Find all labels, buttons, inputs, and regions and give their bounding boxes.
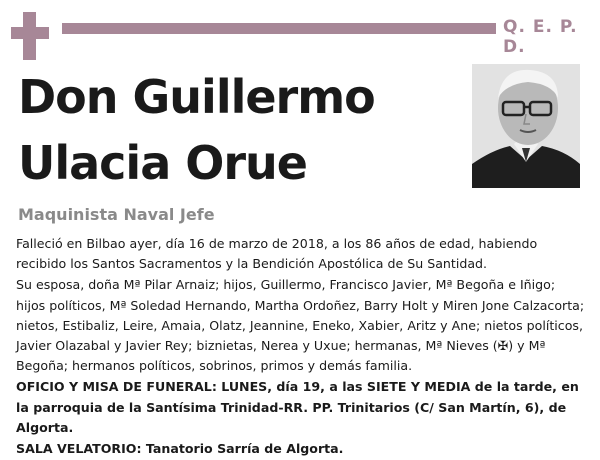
funeral-info: OFICIO Y MISA DE FUNERAL: LUNES, día 19, a las SIETE Y MEDIA de la tarde, en la parroquia de la Santísima Trinidad-RR. PP. Trinitarios (C/ San Martín, 6), de Algorta. <box>16 379 579 435</box>
cross-icon <box>11 12 49 60</box>
name-line-2: Ulacia Orue <box>18 136 307 190</box>
profession: Maquinista Naval Jefe <box>18 205 215 224</box>
death-notice: Falleció en Bilbao ayer, día 16 de marzo de 2018, a los 86 años de edad, habiendo recibido los Santos Sacramentos y la Bendición Apostólica de Su Santidad. <box>16 236 538 272</box>
wake-info: SALA VELATORIO: Tanatorio Sarría de Algorta. <box>16 441 344 457</box>
qepd-label: Q. E. P. D. <box>503 17 578 57</box>
obituary-body <box>16 234 586 460</box>
name-line-1: Don Guillermo <box>18 70 375 124</box>
portrait-photo <box>472 64 580 188</box>
family-list: Su esposa, doña Mª Pilar Arnaiz; hijos, Guillermo, Francisco Javier, Mª Begoña e Iñigo; hijos políticos, Mª Soledad Hernando, Martha Ordoñez, Barry Holt y Miren Jone Calzacorta; nietos, Estibaliz, Leire, Amaia, Olatz, Jeannine, Eneko, Xabier, Aritz y Ane; nietos políticos, Javier Olazabal y Javier Rey; biznietas, Nerea y Uxue; hermanas, Mª Nieves (✠) y Mª Begoña; hermanos políticos, sobrinos, primos y demás familia. <box>16 277 585 374</box>
header-rule <box>62 23 496 34</box>
portrait-icon <box>472 64 580 188</box>
